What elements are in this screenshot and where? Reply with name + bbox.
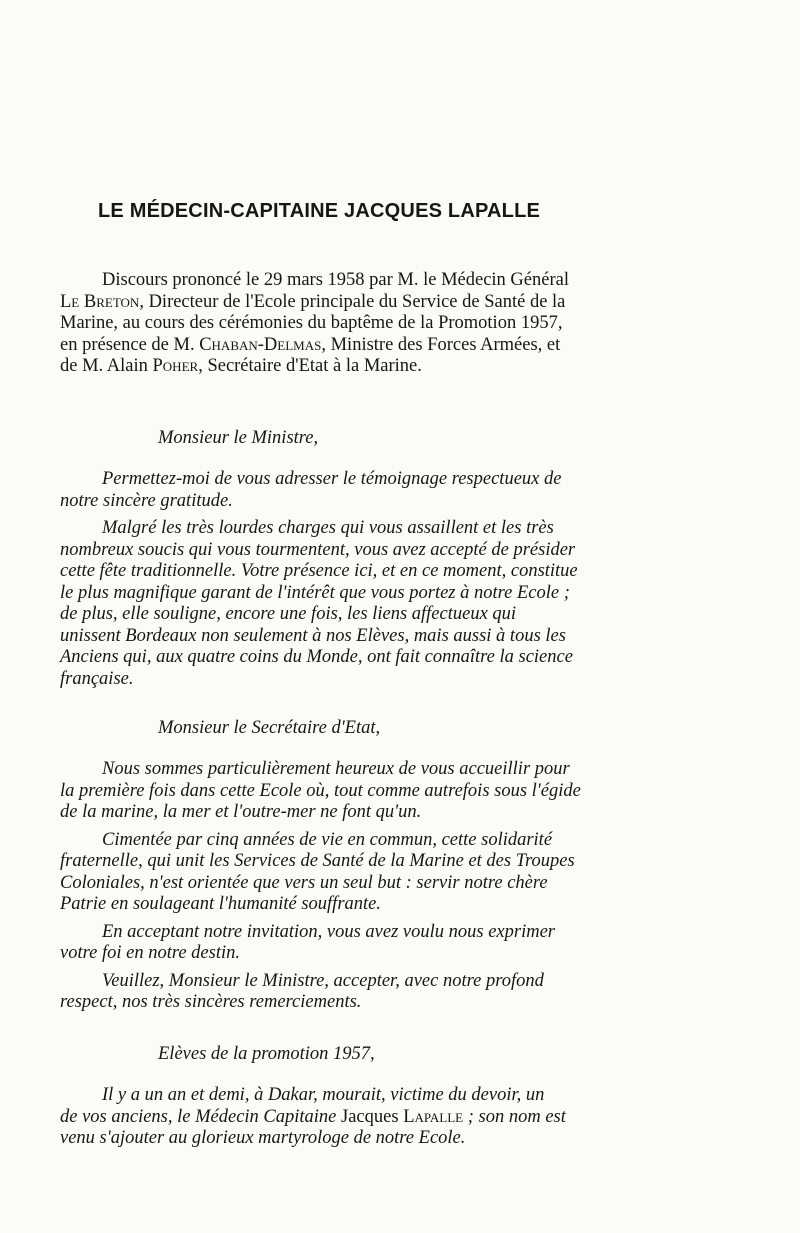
- paragraph-line: Coloniales, n'est orientée que vers un seul but : servir notre chère: [60, 872, 548, 893]
- intro-line: [60, 356, 700, 378]
- speech-paragraph: [60, 518, 700, 690]
- line-text: ; son nom est: [463, 1106, 566, 1127]
- line-text: de vos anciens, le Médecin Capitaine: [60, 1106, 342, 1127]
- paragraph-line: notre sincère gratitude.: [60, 490, 233, 511]
- paragraph-line: votre foi en notre destin.: [60, 943, 240, 963]
- intro-line: [60, 335, 700, 357]
- paragraph-line: fraternelle, qui unit les Services de Santé de la Marine et des Troupes: [60, 851, 575, 871]
- person-name: Le Breton: [60, 291, 140, 312]
- paragraph-line: unissent Bordeaux non seulement à nos Elèves, mais aussi à tous les: [60, 625, 566, 646]
- paragraph-line: le plus magnifique garant de l'intérêt que vous portez à notre Ecole ;: [60, 582, 570, 603]
- section-minister: [60, 428, 700, 696]
- section-students: [60, 1044, 700, 1156]
- paragraph-line: la première fois dans cette Ecole où, tout comme autrefois sous l'égide: [60, 780, 581, 801]
- speech-paragraph: [60, 759, 700, 824]
- speech-paragraph: [60, 971, 700, 1014]
- paragraph-line: Il y a un an et demi, à Dakar, mourait, victime du devoir, un: [102, 1085, 545, 1105]
- intro-text: en présence de M.: [60, 334, 200, 355]
- salutation: Monsieur le Secrétaire d'Etat,: [158, 718, 381, 738]
- paragraph-line: En acceptant notre invitation, vous avez voulu nous exprimer: [102, 921, 555, 942]
- intro-text: Discours prononcé le 29 mars 1958 par M. le Médecin Général: [102, 270, 569, 290]
- intro-text: de M. Alain: [60, 356, 153, 376]
- intro-line: [60, 270, 700, 292]
- intro-text: , Directeur de l'Ecole principale du Service de Santé de la: [139, 291, 566, 312]
- paragraph-line: respect, nos très sincères remerciements.: [60, 992, 362, 1012]
- person-name: Poher: [152, 356, 199, 376]
- speech-paragraph: [60, 469, 700, 512]
- paragraph-line: française.: [60, 668, 134, 689]
- person-surname: Lapalle: [403, 1106, 464, 1127]
- paragraph-line: nombreux soucis qui vous tourmentent, vous avez accepté de présider: [60, 539, 576, 560]
- intro-paragraph: [60, 270, 700, 378]
- paragraph-line: Anciens qui, aux quatre coins du Monde, ont fait connaître la science: [60, 647, 573, 667]
- speech-paragraph: [60, 830, 700, 916]
- document-title: LE MÉDECIN-CAPITAINE JACQUES LAPALLE: [98, 200, 541, 222]
- paragraph-line: venu s'ajouter au glorieux martyrologe de notre Ecole.: [60, 1128, 466, 1148]
- intro-line: [60, 292, 700, 314]
- paragraph-line: Permettez-moi de vous adresser le témoignage respectueux de: [102, 469, 562, 489]
- paragraph-line: cette fête traditionnelle. Votre présence ici, et en ce moment, constitue: [60, 561, 578, 581]
- paragraph-line: Veuillez, Monsieur le Ministre, accepter, avec notre profond: [102, 970, 544, 991]
- intro-text: , Ministre des Forces Armées, et: [321, 334, 561, 355]
- section-secretary: [60, 718, 700, 1020]
- person-first-name: Jacques: [341, 1106, 404, 1127]
- paragraph-line: [60, 1107, 700, 1129]
- paragraph-line: Patrie en soulageant l'humanité souffrante.: [60, 894, 381, 914]
- paragraph-line: de la marine, la mer et l'outre-mer ne font qu'un.: [60, 802, 422, 822]
- paragraph-line: Malgré les très lourdes charges qui vous assaillent et les très: [102, 518, 554, 538]
- person-name: Chaban-Delmas: [199, 334, 322, 355]
- speech-paragraph: [60, 922, 700, 965]
- intro-line: [60, 313, 700, 335]
- paragraph-line: Cimentée par cinq années de vie en commun, cette solidarité: [102, 829, 553, 850]
- paragraph-line: Nous sommes particulièrement heureux de vous accueillir pour: [102, 759, 570, 779]
- intro-text: Marine, au cours des cérémonies du baptême de la Promotion 1957,: [60, 313, 563, 333]
- salutation: Monsieur le Ministre,: [158, 428, 319, 448]
- salutation: Elèves de la promotion 1957,: [158, 1044, 375, 1064]
- intro-text: , Secrétaire d'Etat à la Marine.: [198, 356, 422, 376]
- paragraph-line: de plus, elle souligne, encore une fois, les liens affectueux qui: [60, 604, 517, 624]
- speech-paragraph: [60, 1085, 700, 1150]
